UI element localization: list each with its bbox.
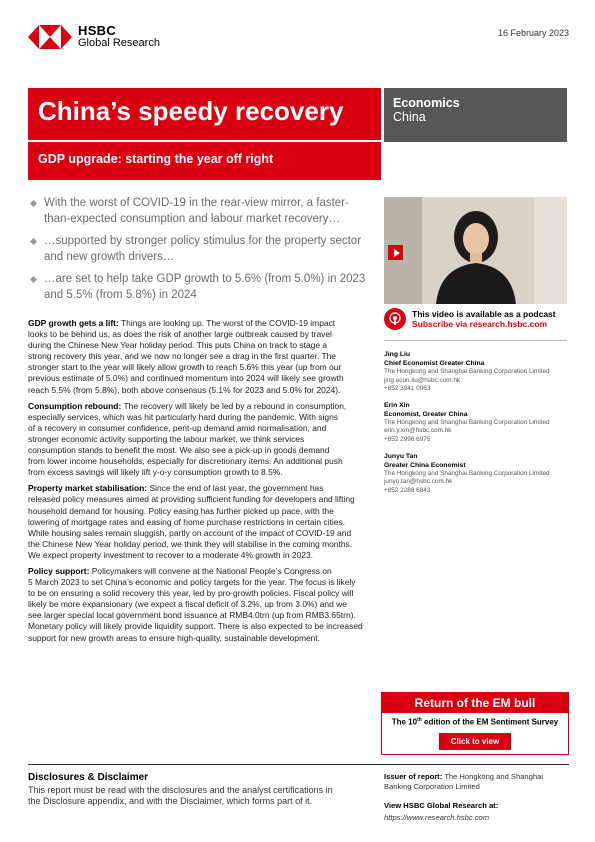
report-title: China’s speedy recovery <box>38 96 344 126</box>
paragraph-text: Policymakers will convene at the National People’s Congress on 5 March 2023 to set China’s economic and policy targets for the year. The focus is likely to be on ensuring a solid recovery this year, led by pro-growth policies. Fiscal policy will likely be more expansionary (we expect a fiscal deficit of 3.2%, up from 3.0%) and we see larger special local government bond issuance at RMB4.0trn (up from RMB3.65trn). Monetary policy will likely provide liquidity support. There is also expected to be increased support for new growth areas to ensure high-quality, sustainable development. <box>28 565 363 643</box>
topic-category: Economics <box>393 96 460 110</box>
analyst-card <box>384 452 567 496</box>
podcast-title: This video is available as a podcast <box>412 309 556 319</box>
body-paragraph <box>28 318 373 396</box>
issuer-of-report <box>384 772 569 792</box>
page-header <box>28 24 160 49</box>
analyst-email[interactable]: jing.econ.liu@hsbc.com.hk <box>384 376 461 384</box>
key-points-list <box>30 196 375 310</box>
analyst-phone: +852 2288 6843 <box>384 486 431 494</box>
promo-text-superscript: th <box>417 717 422 723</box>
analyst-card <box>384 350 567 394</box>
topic-box <box>384 88 567 142</box>
promo-text-start: The 10 <box>391 717 418 727</box>
disclosures-text: This report must be read with the disclosures and the analyst certifications in the Disclosure appendix, and with the Disclaimer, which forms part of it. <box>28 785 333 807</box>
disclosures-title: Disclosures & Disclaimer <box>28 772 149 783</box>
podcast-icon <box>384 308 406 330</box>
promo-title: Return of the EM bull <box>382 693 568 713</box>
podcast-text <box>412 309 556 329</box>
topic-region: China <box>393 110 426 125</box>
brand-name: HSBC <box>78 23 117 38</box>
analyst-company: The Hongkong and Shanghai Banking Corporation Limited <box>384 469 550 477</box>
brand-block <box>78 24 160 49</box>
analyst-phone: +852 3941 0063 <box>384 385 431 393</box>
presenter-video-frame <box>384 197 567 304</box>
hero-banner <box>28 88 381 180</box>
video-thumbnail[interactable] <box>384 197 567 304</box>
paragraph-heading: Policy support: <box>28 565 90 576</box>
analyst-card <box>384 401 567 445</box>
diamond-bullet-icon <box>30 276 37 283</box>
paragraph-heading: GDP growth gets a lift: <box>28 318 119 328</box>
body-paragraph <box>28 401 373 479</box>
analyst-name: Junyu Tan <box>384 452 418 460</box>
hero-divider <box>28 140 381 142</box>
view-research-label: View HSBC Global Research at: <box>384 801 499 810</box>
analyst-list <box>384 350 567 502</box>
podcast-promo[interactable] <box>384 308 556 330</box>
brand-subtitle: Global Research <box>78 36 160 49</box>
podcast-subscribe-link[interactable]: Subscribe via research.hsbc.com <box>412 319 548 329</box>
issuer-text: The Hongkong and Shanghai Banking Corporation Limited <box>384 772 544 791</box>
play-icon <box>394 249 400 257</box>
paragraph-text: Things are looking up. The worst of the COVID-19 impact looks to be behind us, as does the risk of another large outbreak caused by travel during the Chinese New Year holiday period. This puts China on track to stage a strong recovery this year, and we now no longer see a drag in the first quarter. The stronger start to the year will likely allow growth to reach 5.6% this year (up from our previous estimate of 5.0%) and continued momentum into 2024 will likely see growth reach 5.5% (from 5.8%), both above consensus (5.1% for 2023 and 5.0% for 2024). <box>28 318 344 395</box>
body-paragraph <box>28 483 373 561</box>
paragraph-heading: Consumption rebound: <box>28 400 122 411</box>
key-point <box>30 272 375 303</box>
paragraph-text: The recovery will likely be led by a rebound in consumption, especially services, which was hit particularly hard during the pandemic. With signs of a recovery in consumer confidence, pent-up demand amid normalisation, and stronger economic activity supporting the labour market, we think services consumption stands to benefit the most. We also see a pick-up in goods demand from lower income households, especially for discretionary items. An additional push from excess savings will likely lift y-o-y consumption growth to 8.5%. <box>28 400 347 478</box>
report-subtitle: GDP upgrade: starting the year off right <box>38 152 274 166</box>
hsbc-hexagon-logo-icon <box>28 25 72 49</box>
analyst-role: Economist, Greater China <box>384 410 468 418</box>
key-point-text: …are set to help take GDP growth to 5.6% (from 5.0%) in 2023 and 5.5% (from 5.8%) in 2024 <box>44 273 366 301</box>
research-url-link[interactable]: https://www.research.hsbc.com <box>384 813 490 822</box>
analyst-phone: +852 2996 6975 <box>384 435 431 443</box>
analyst-name: Jing Liu <box>384 351 411 358</box>
play-video-button[interactable] <box>388 245 403 260</box>
analyst-company: The Hongkong and Shanghai Banking Corporation Limited <box>384 368 550 375</box>
analyst-email[interactable]: junyu.tan@hsbc.com.hk <box>384 478 453 486</box>
footer-divider <box>28 764 569 765</box>
analyst-email[interactable]: erin.y.xin@hsbc.com.hk <box>384 427 452 435</box>
em-bull-promo <box>381 692 569 755</box>
report-date: 16 February 2023 <box>497 28 569 38</box>
paragraph-text: Since the end of last year, the government has released policy measures aimed at providing sufficient funding for developers and lifting household demand for housing. Policy easing has further picked up pace, with the lowering of mortgage rates and easing of home purchase restrictions in certain cities. While housing sales remain sluggish, partly on account of the impact of COVID-19 and the Chinese New Year holiday period, we think they will stabilise in the coming months. We expect property investment to recover to a moderate 4% growth in 2023. <box>28 483 355 560</box>
diamond-bullet-icon <box>30 200 37 207</box>
analyst-role: Chief Economist Greater China <box>384 360 485 367</box>
key-point <box>30 234 375 265</box>
promo-text-end: edition of the EM Sentiment Survey <box>421 717 559 727</box>
paragraph-heading: Property market stabilisation: <box>28 483 148 494</box>
key-point <box>30 196 375 227</box>
diamond-bullet-icon <box>30 238 37 245</box>
analyst-role: Greater China Economist <box>384 461 466 469</box>
click-to-view-button[interactable]: Click to view <box>439 733 511 750</box>
sidebar-divider <box>384 340 567 341</box>
microphone-icon <box>388 312 402 326</box>
key-point-text: …supported by stronger policy stimulus for the property sector and new growth drivers… <box>44 235 362 263</box>
key-point-text: With the worst of COVID-19 in the rear-view mirror, a faster-than-expected consumption and labour market recovery… <box>44 197 349 225</box>
body-paragraph <box>28 566 373 644</box>
report-body <box>28 318 373 649</box>
analyst-company: The Hongkong and Shanghai Banking Corporation Limited <box>384 418 550 426</box>
issuer-label: Issuer of report: <box>384 772 443 781</box>
analyst-name: Erin Xin <box>384 401 410 409</box>
disclosures-section <box>28 772 373 808</box>
promo-text <box>382 717 568 727</box>
